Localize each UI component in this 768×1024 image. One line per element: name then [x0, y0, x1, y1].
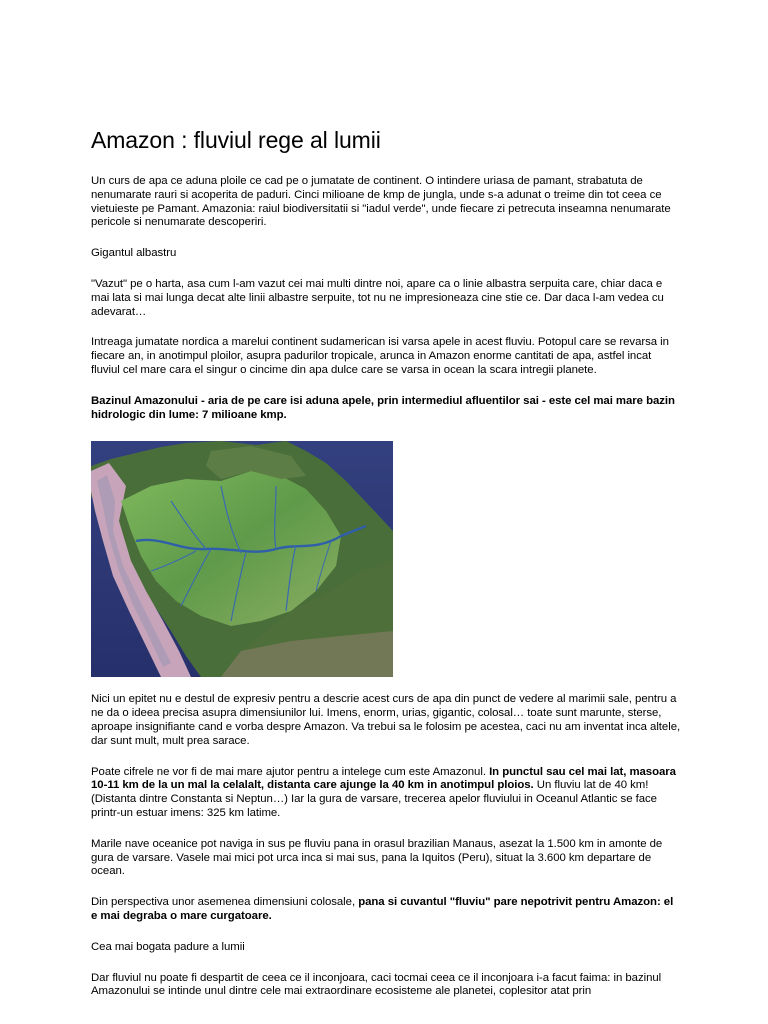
paragraph-dar: Dar fluviul nu poate fi despartit de ceea ce il inconjoara, caci tocmai ceea ce il inconjoara i-a facut faima: in bazinul Amazonului se intinde unul dintre cele mai extraordinare ecosisteme ale planetei, coplesitor atat prin [91, 971, 662, 998]
paragraph-vazut: "Vazut" pe o harta, asa cum l-am vazut cei mai multi dintre noi, apare ca o linie albastra serpuita care, chiar daca e mai lata si mai lunga decat alte linii albastre serpuite, tot nu ne impresioneaza cine stie ce. Dar daca l-am vedea cu adevarat… [91, 277, 664, 318]
bazinul-bold-text: Bazinul Amazonului - aria de pe care isi aduna apele, prin intermediul afluentilor sai - este cel mai mare bazin hidrologic din lume: 7 milioane kmp. [91, 394, 675, 421]
intro-paragraph: Un curs de apa ce aduna ploile ce cad pe o jumatate de continent. O intindere uriasa de pamant, strabatuta de nenumarate rauri si acoperita de paduri. Cinci milioane de kmp de jungla, unde s-a adunat o treime din tot ceea ce vietuieste pe Pamant. Amazonia: raiul biodiversitatii si "iadul verde", unde fiecare zi petrecuta inseamna nenumarate pericole si nenumarate descoperiri. [91, 175, 671, 229]
cifrele-text-a: Poate cifrele ne vor fi de mai mare ajutor pentru a intelege cum este Amazonul. [91, 765, 490, 778]
page-title: Amazon : fluviul rege al lumii [91, 127, 381, 153]
perspectiva-text-a: Din perspectiva unor asemenea dimensiuni colosale, [91, 896, 359, 909]
perspectiva-bold-text: pana si cuvantul "fluviu" pare nepotrivit pentru Amazon: el e mai degraba o mare curgatoare. [91, 896, 674, 922]
cifrele-text-c: Un fluviu lat de 40 km! (Distanta dintre Constanta si Neptun…) Iar la gura de varsare, trecerea apelor fluviului in Oceanul Atlantic se face printr-un estuar imens: 325 km latime. [91, 779, 657, 819]
section-heading-padure: Cea mai bogata padure a lumii [91, 940, 245, 953]
section-heading-gigantul: Gigantul albastru [91, 247, 177, 260]
paragraph-cifrele [91, 766, 681, 821]
document-page [91, 126, 681, 1016]
paragraph-bazinul [91, 395, 681, 423]
paragraph-jumatate: Intreaga jumatate nordica a marelui continent sudamerican isi varsa apele in acest fluviu. Potopul care se revarsa in fiecare an, in anotimpul ploilor, asupra padurilor tropicale, arunca in Amazon enorme cantitati de apa, astfel incat fluviul cel mare cara el singur o cincime din apa dulce care se varsa in ocean la scara intregii planete. [91, 336, 669, 376]
amazon-basin-map-image [91, 441, 393, 677]
paragraph-epitet: Nici un epitet nu e destul de expresiv pentru a descrie acest curs de apa din punct de vedere al marimii sale, pentru a ne da o ideea precisa asupra dimensiunilor lui. Imens, enorm, urias, gigantic, colosal… toate sunt marunte, sterse, aproape insignifiante cand e vorba despre Amazon. Va trebui sa le folosim pe acestea, caci nu am inventat inca altele, dar sunt mult, mult prea sarace. [91, 693, 681, 747]
paragraph-perspectiva [91, 896, 681, 924]
paragraph-nave: Marile nave oceanice pot naviga in sus pe fluviu pana in orasul brazilian Manaus, asezat la 1.500 km in amonte de gura de varsare. Vasele mai mici pot urca inca si mai sus, pana la Iquitos (Peru), situat la 3.600 km departare de ocean. [91, 837, 663, 878]
cifrele-bold-text: In punctul sau cel mai lat, masoara 10-11 km de la un mal la celalalt, distanta care ajunge la 40 km in anotimpul ploios. [91, 765, 676, 792]
